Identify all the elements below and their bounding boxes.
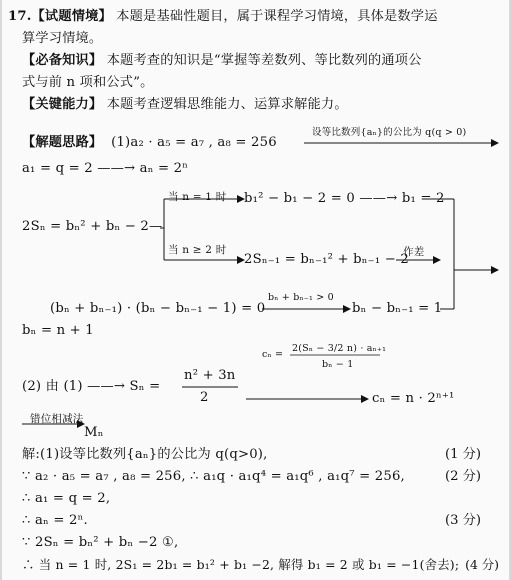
arrow1-label: 设等比数列{aₙ}的公比为 q(q > 0): [312, 127, 467, 138]
cn-def-numerator: 2(Sₙ − 3/2 n) · aₙ₊₁: [292, 343, 387, 354]
subtract-label: 作差: [403, 246, 425, 258]
positive-condition: bₙ + bₙ₋₁ > 0: [268, 292, 334, 303]
solution-line-1: 解:(1)设等比数列{aₙ}的公比为 q(q>0),: [22, 447, 268, 462]
solution-line-2: ∵ a₂ · a₅ = a₇ , a₈ = 256, ∴ a₁q · a₁q⁴ = a₁q⁶ , a₁q⁷ = 256,: [22, 469, 405, 484]
context-line-2: 算学习情境。: [22, 31, 103, 46]
ability-tag: 【关键能力】: [22, 97, 103, 112]
context-tag: 【试题情境】: [31, 9, 112, 24]
knowledge-text: 本题考查的知识是“掌握等差数列、等比数列的通项公: [106, 53, 422, 68]
question-number: 17.: [8, 9, 32, 24]
sn-numerator: n² + 3n: [184, 368, 236, 383]
cn-result: cₙ = n · 2ⁿ⁺¹: [372, 391, 455, 406]
ability-text: 本题考查逻辑思维能力、运算求解能力。: [106, 97, 348, 112]
solution-line-4: ∴ aₙ = 2ⁿ.: [22, 513, 88, 528]
knowledge-tag: 【必备知识】: [22, 53, 103, 68]
method-result: Mₙ: [84, 425, 104, 440]
context-text: 本题是基础性题目，属于课程学习情境，具体是数学运: [116, 9, 438, 24]
score-4: (3 分): [444, 513, 481, 528]
part2-start: (2) 由 (1) ——→ Sₙ =: [22, 379, 161, 394]
branch1-label: 当 n = 1 时: [168, 191, 227, 203]
part1-given: (1)a₂ · a₅ = a₇ , a₈ = 256: [111, 135, 277, 150]
cn-def-denominator: bₙ − 1: [322, 359, 354, 370]
sn-relation: 2Sₙ = bₙ² + bₙ − 2—: [22, 219, 163, 234]
factored-equation: (bₙ + bₙ₋₁) · (bₙ − bₙ₋₁ − 1) = 0: [50, 301, 266, 316]
analysis-line-2: a₁ = q = 2 ——→ aₙ = 2ⁿ: [22, 161, 189, 176]
branch2-equation: 2Sₙ₋₁ = bₙ₋₁² + bₙ₋₁ − 2: [244, 252, 409, 267]
solution-line-5: ∵ 2Sₙ = bₙ² + bₙ −2 ①,: [22, 535, 179, 550]
cn-def-label: cₙ =: [262, 349, 284, 360]
solution-line-3: ∴ a₁ = q = 2,: [22, 491, 111, 506]
knowledge-line-2: 式与前 n 项和公式”。: [22, 75, 154, 90]
branch1-equation: b₁² − b₁ − 2 = 0 ——→ b₁ = 2: [244, 191, 445, 206]
score-2: (2 分): [444, 469, 481, 484]
bn-result: bₙ = n + 1: [22, 323, 94, 338]
difference-result: bₙ − bₙ₋₁ = 1: [352, 301, 443, 316]
analysis-tag: 【解题思路】: [22, 135, 103, 150]
score-1: (1 分): [444, 447, 481, 462]
method-label: 错位相减法: [30, 413, 84, 425]
score-6: (4 分): [465, 557, 499, 572]
branch2-label: 当 n ≥ 2 时: [168, 244, 227, 256]
solution-line-6: ∴ 当 n = 1 时, 2S₁ = 2b₁ = b₁² + b₁ −2, 解得 b₁ = 2 或 b₁ = −1(舍去);: [22, 557, 460, 572]
sn-denominator: 2: [200, 390, 209, 405]
